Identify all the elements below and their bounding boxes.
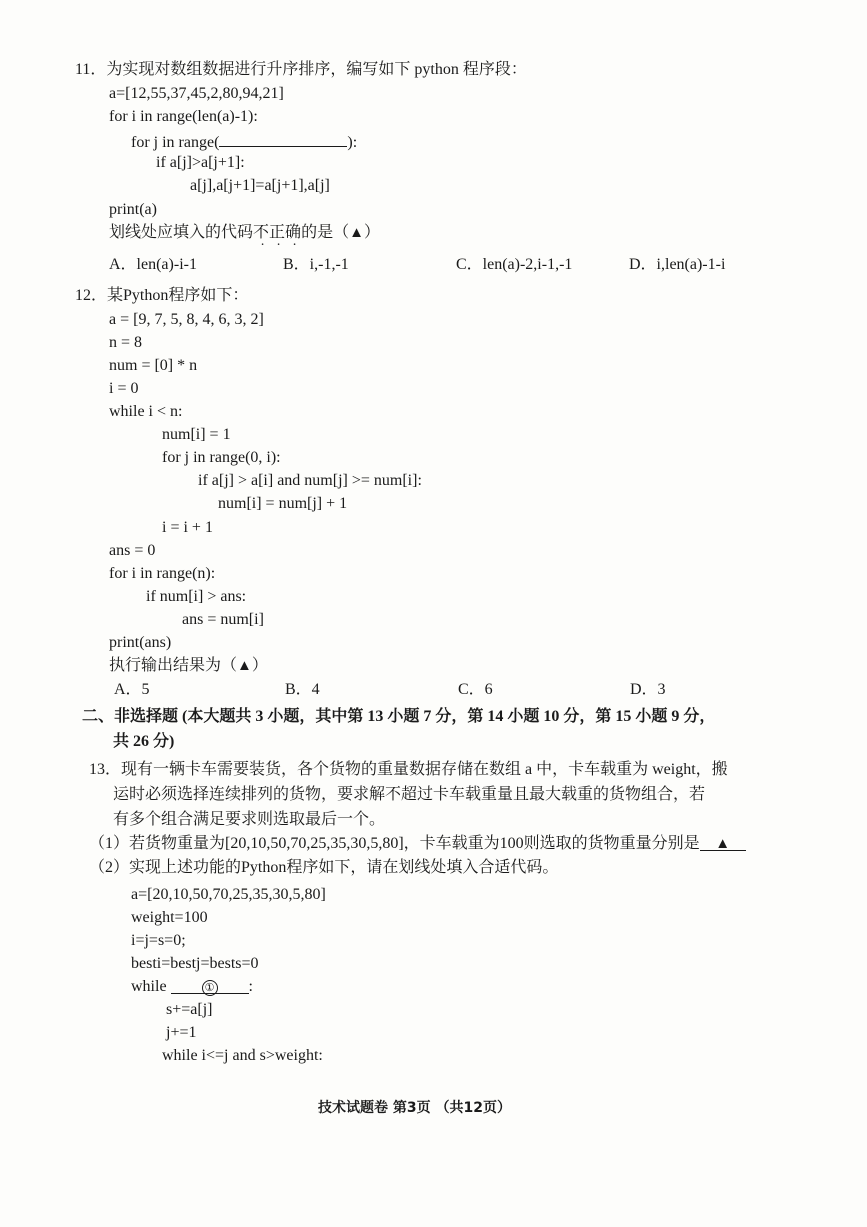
option-c[interactable]: C．len(a)-2,i-1,-1 <box>456 256 573 273</box>
code-line: n = 8 <box>109 334 143 351</box>
q13-stem: 有多个组合满足要求则选取最后一个。 <box>113 811 386 828</box>
code-line: while i < n: <box>109 403 183 420</box>
answer-blank-1[interactable] <box>171 977 249 994</box>
emphasis-char: 正 <box>269 224 286 241</box>
ask-text: 划线处应填入的代码 <box>109 224 254 241</box>
code-line: j+=1 <box>166 1024 197 1041</box>
code-line: for i in range(n): <box>109 565 216 582</box>
code-line: weight=100 <box>131 909 208 926</box>
code-line-with-blank <box>131 130 357 153</box>
triangle-marker: ▲ <box>349 225 364 241</box>
code-line: ans = num[i] <box>182 611 264 628</box>
code-line: for j in range(0, i): <box>162 449 281 466</box>
q11-ask <box>109 223 380 243</box>
ask-text: 执行输出结果为（ <box>109 657 238 674</box>
triangle-marker: ▲ <box>237 658 252 674</box>
q13-part2: （2）实现上述功能的Python程序如下，请在划线处填入合适代码。 <box>89 859 559 876</box>
option-c[interactable]: C．6 <box>458 681 493 698</box>
q12-ask <box>109 656 268 676</box>
code-line: print(ans) <box>109 634 172 651</box>
q13-stem: 运时必须选择连续排列的货物，要求解不超过卡车载重量且最大载重的货物组合，若 <box>113 786 706 803</box>
code-line: if a[j]>a[j+1]: <box>156 154 245 171</box>
q11-stem: 11．为实现对数组数据进行升序排序，编写如下 python 程序段： <box>75 61 527 78</box>
code-line: i=j=s=0; <box>131 932 186 949</box>
option-b[interactable]: B．i,-1,-1 <box>283 256 349 273</box>
answer-blank[interactable] <box>700 834 746 851</box>
code-line: a = [9, 7, 5, 8, 4, 6, 3, 2] <box>109 311 264 328</box>
q12-stem: 12．某Python程序如下： <box>75 287 249 304</box>
circled-number: ① <box>202 980 218 996</box>
section-heading: 二、非选择题 (本大题共 3 小题，其中第 13 小题 7 分，第 14 小题 10 分，第 15 小题 9 分， <box>82 708 716 725</box>
code-line: while i<=j and s>weight: <box>162 1047 323 1064</box>
option-a[interactable]: A．5 <box>114 681 150 698</box>
answer-blank[interactable] <box>219 130 347 147</box>
q13-stem: 13．现有一辆卡车需要装货，各个货物的重量数据存储在数组 a 中，卡车载重为 weight，搬 <box>89 761 728 778</box>
triangle-marker: ▲ <box>715 836 731 852</box>
code-line: num[i] = num[j] + 1 <box>218 495 348 512</box>
code-line: besti=bestj=bests=0 <box>131 955 259 972</box>
code-text: for j in range( <box>131 134 220 151</box>
code-line: ans = 0 <box>109 542 156 559</box>
code-line: i = i + 1 <box>162 519 213 536</box>
emphasis-char: 不 <box>253 224 270 241</box>
section-heading-cont: 共 26 分) <box>113 733 175 750</box>
option-d[interactable]: D．i,len(a)-1-i <box>629 256 726 273</box>
code-line: num[i] = 1 <box>162 426 231 443</box>
option-a[interactable]: A．len(a)-i-1 <box>109 256 197 273</box>
page-footer: 技术试题卷 第3页 （共12页） <box>318 1100 511 1116</box>
code-text: ): <box>347 134 358 151</box>
emphasis-char: 确 <box>285 224 302 241</box>
code-text: : <box>248 978 253 995</box>
ask-text: ） <box>363 224 380 241</box>
code-line: if num[i] > ans: <box>146 588 247 605</box>
code-text: while <box>131 978 167 995</box>
code-line: a[j],a[j+1]=a[j+1],a[j] <box>190 177 330 194</box>
code-line: s+=a[j] <box>166 1001 213 1018</box>
q13-part1 <box>89 834 746 854</box>
code-line: num = [0] * n <box>109 357 198 374</box>
code-line: for i in range(len(a)-1): <box>109 108 258 125</box>
ask-text: 的是（ <box>301 224 350 241</box>
code-line: i = 0 <box>109 380 139 397</box>
ask-text: ） <box>251 657 268 674</box>
code-line: a=[12,55,37,45,2,80,94,21] <box>109 85 284 102</box>
option-b[interactable]: B．4 <box>285 681 320 698</box>
code-line: a=[20,10,50,70,25,35,30,5,80] <box>131 886 326 903</box>
code-line: if a[j] > a[i] and num[j] >= num[i]: <box>198 472 422 489</box>
part-text: （1）若货物重量为[20,10,50,70,25,35,30,5,80]，卡车载重为100则选取的货物重量分别是 <box>89 835 700 852</box>
option-d[interactable]: D．3 <box>630 681 666 698</box>
code-line: print(a) <box>109 201 157 218</box>
code-line-with-blank <box>131 977 253 997</box>
